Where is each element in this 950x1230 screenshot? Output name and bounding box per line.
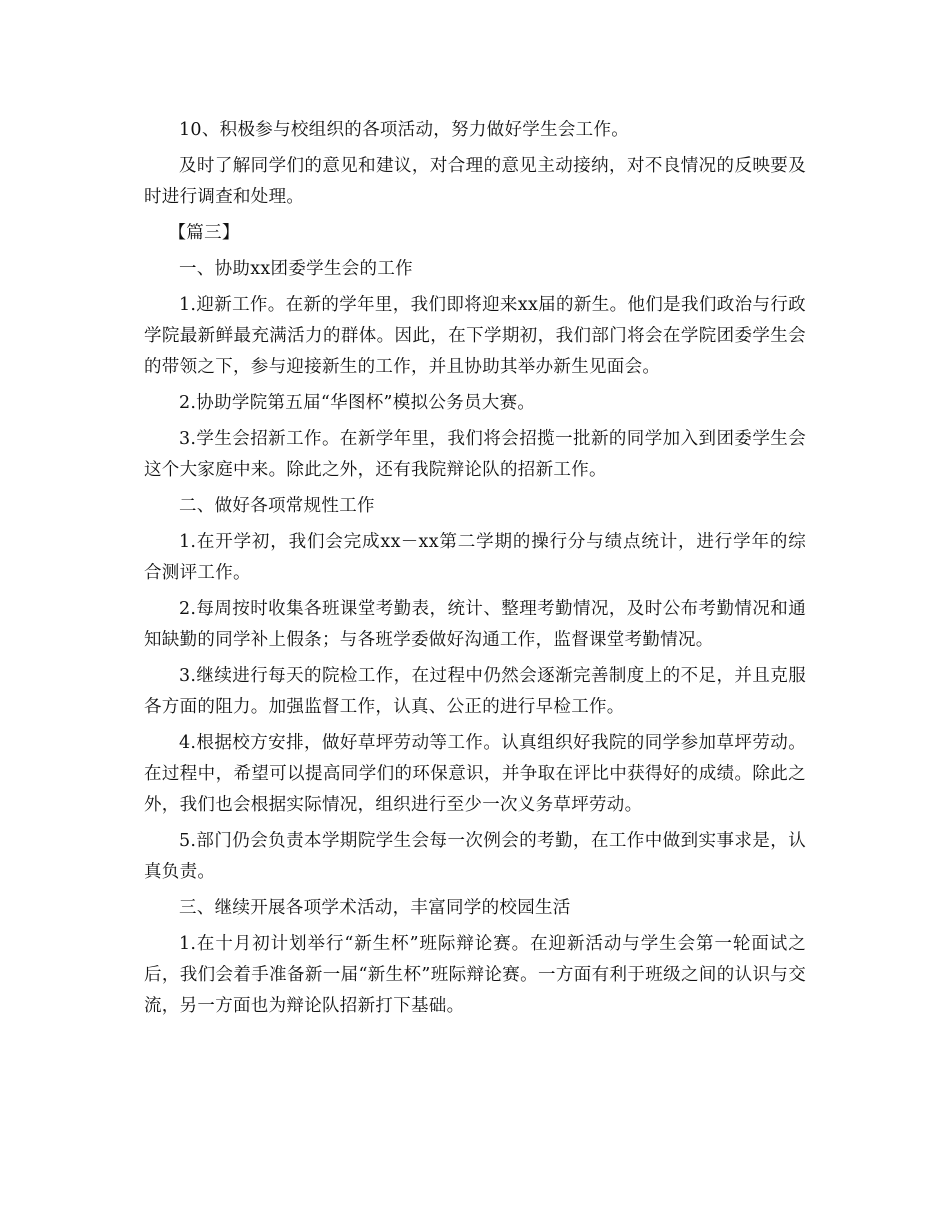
paragraph-opinions: 及时了解同学们的意见和建议，对合理的意见主动接纳，对不良情况的反映要及时进行调查和处理。: [144, 156, 806, 207]
section-heading-3: 三、继续开展各项学术活动，丰富同学的校园生活: [179, 898, 571, 918]
paragraph-activities: 10、积极参与校组织的各项活动，努力做好学生会工作。: [179, 120, 630, 140]
section-heading-part-three: 【篇三】: [168, 223, 240, 243]
list-item: 2.每周按时收集各班课堂考勤表，统计、整理考勤情况，及时公布考勤情况和通知缺勤的同学补上假条；与各班学委做好沟通工作，监督课堂考勤情况。: [144, 599, 806, 650]
list-item: 5.部门仍会负责本学期院学生会每一次例会的考勤，在工作中做到实事求是，认真负责。: [144, 831, 806, 882]
list-item: 4.根据校方安排，做好草坪劳动等工作。认真组织好我院的同学参加草坪劳动。在过程中，希望可以提高同学们的环保意识，并争取在评比中获得好的成绩。除此之外，我们也会根据实际情况，组织进行至少一次义务草坪劳动。: [144, 733, 806, 815]
list-item: 3.继续进行每天的院检工作，在过程中仍然会逐渐完善制度上的不足，并且克服各方面的阻力。加强监督工作，认真、公正的进行早检工作。: [144, 666, 806, 717]
section-heading-1: 一、协助xx团委学生会的工作: [179, 259, 413, 279]
list-item: 1.在十月初计划举行“新生杯”班际辩论赛。在迎新活动与学生会第一轮面试之后，我们会着手准备新一届“新生杯”班际辩论赛。一方面有利于班级之间的认识与交流，另一方面也为辩论队招新打下基础。: [144, 934, 806, 1016]
list-item: 1.迎新工作。在新的学年里，我们即将迎来xx届的新生。他们是我们政治与行政学院最新鲜最充满活力的群体。因此，在下学期初，我们部门将会在学院团委学生会的带领之下，参与迎接新生的工作，并且协助其举办新生见面会。: [144, 295, 806, 377]
list-item: 1.在开学初，我们会完成xx－xx第二学期的操行分与绩点统计，进行学年的综合测评工作。: [144, 532, 806, 583]
list-item: 3.学生会招新工作。在新学年里，我们将会招揽一批新的同学加入到团委学生会这个大家庭中来。除此之外，还有我院辩论队的招新工作。: [144, 429, 806, 480]
section-heading-2: 二、做好各项常规性工作: [179, 496, 375, 516]
list-item: 2.协助学院第五届“华图杯”模拟公务员大赛。: [179, 393, 536, 413]
